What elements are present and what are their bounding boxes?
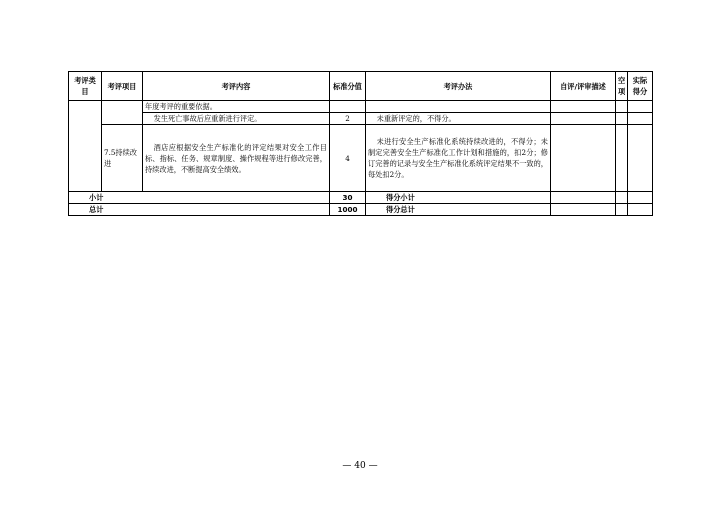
total-method-label: 得分总计: [366, 204, 551, 216]
blank-cell: [616, 101, 628, 113]
content-cell: 酒店应根据安全生产标准化的评定结果对安全工作目标、指标、任务、规章制度、操作规程等进行修改完善，持续改进，不断提高安全绩效。: [143, 125, 330, 192]
content-cell: 发生死亡事故后应重新进行评定。: [143, 113, 330, 125]
subtotal-score: 30: [330, 192, 366, 204]
category-cell: [69, 101, 102, 192]
content-cell: 年度考评的重要依据。: [143, 101, 330, 113]
header-item: 考评项目: [102, 72, 143, 101]
score-cell: [330, 101, 366, 113]
method-cell: 未重新评定的，不得分。: [366, 113, 551, 125]
assessment-table: [68, 71, 653, 216]
self-review-cell: [551, 101, 616, 113]
self-review-cell: [551, 192, 616, 204]
actual-score-cell: [628, 125, 653, 192]
table-row: [69, 125, 653, 192]
header-standard-score: 标准分值: [330, 72, 366, 101]
header-category: 考评类目: [69, 72, 102, 101]
header-self-review: 自评/评审描述: [551, 72, 616, 101]
actual-score-cell: [628, 113, 653, 125]
item-cell: [102, 101, 143, 125]
subtotal-row: [69, 192, 653, 204]
blank-cell: [616, 125, 628, 192]
self-review-cell: [551, 113, 616, 125]
blank-cell: [616, 192, 628, 204]
blank-cell: [616, 113, 628, 125]
header-content: 考评内容: [143, 72, 330, 101]
subtotal-label: 小计: [69, 192, 330, 204]
subtotal-method-label: 得分小计: [366, 192, 551, 204]
self-review-cell: [551, 204, 616, 216]
total-row: [69, 204, 653, 216]
item-cell: 7.5持续改进: [102, 125, 143, 192]
header-actual-score: 实际得分: [628, 72, 653, 101]
table-row: [69, 101, 653, 113]
actual-score-cell: [628, 204, 653, 216]
method-cell: 未进行安全生产标准化系统持续改进的，不得分；未制定完善安全生产标准化工作计划和措施的，扣2分；修订完善的记录与安全生产标准化系统评定结果不一致的，每处扣2分。: [366, 125, 551, 192]
header-blank: 空项: [616, 72, 628, 101]
score-cell: 2: [330, 113, 366, 125]
method-cell: [366, 101, 551, 113]
total-score: 1000: [330, 204, 366, 216]
actual-score-cell: [628, 192, 653, 204]
page-number: — 40 —: [342, 461, 378, 471]
table-row: [69, 113, 653, 125]
header-method: 考评办法: [366, 72, 551, 101]
score-cell: 4: [330, 125, 366, 192]
self-review-cell: [551, 125, 616, 192]
actual-score-cell: [628, 101, 653, 113]
total-label: 总计: [69, 204, 330, 216]
blank-cell: [616, 204, 628, 216]
header-row: [69, 72, 653, 101]
